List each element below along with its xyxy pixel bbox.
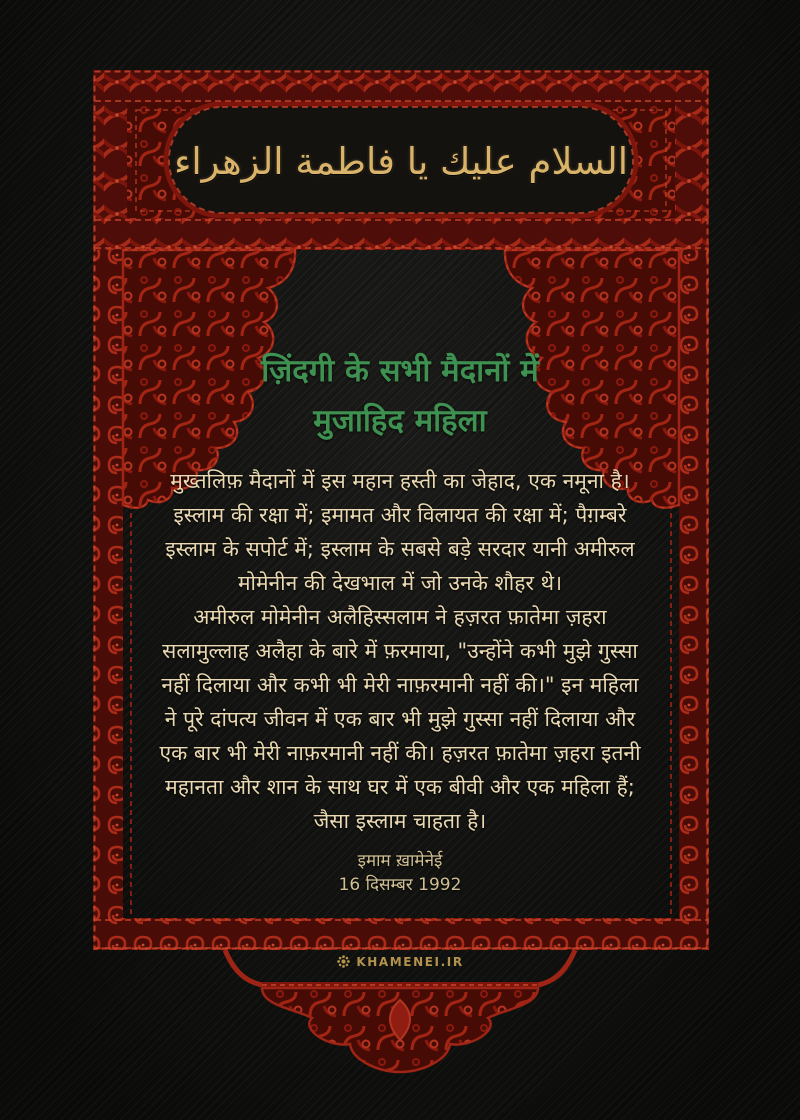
title-line: मुजाहिद महिला (313, 403, 487, 439)
attribution (200, 849, 600, 897)
body-line: महानता और शान के साथ घर में एक बीवी और एक महिला हैं; (165, 775, 635, 799)
body-line: इस्लाम के सपोर्ट में; इस्लाम के सबसे बड़े सरदार यानी अमीरुल (165, 537, 635, 561)
body-line: अमीरुल मोमेनीन अलैहिस्सलाम ने हज़रत फ़ातेमा ज़हरा (193, 605, 607, 629)
body-line: इस्लाम की रक्षा में; इमामत और विलायत की रक्षा में; पैग़म्बरे (173, 503, 627, 527)
brand-text: KHAMENEI.IR (356, 954, 464, 969)
body-line: मोमेनीन की देखभाल में जो उनके शौहर थे। (237, 571, 563, 595)
body-line: मुख्तलिफ़ मैदानों में इस महान हस्ती का जेहाद, एक नमूना है। (170, 469, 630, 493)
poster-title (120, 346, 680, 446)
title-line: ज़िंदगी के सभी मैदानों में (261, 353, 539, 389)
body-line: नहीं दिलाया और कभी भी मेरी नाफ़रमानी नहीं की।" इन महिला (161, 673, 639, 697)
attribution-author: इमाम ख़ामेनेई (357, 851, 443, 871)
attribution-date: 16 दिसम्बर 1992 (338, 875, 462, 895)
quote-body (128, 464, 672, 838)
body-line: सलामुल्लाह अलैहा के बारे में फ़रमाया, "उन्होंने कभी मुझे गुस्सा (162, 639, 638, 663)
body-line: एक बार भी मेरी नाफ़रमानी नहीं की। हज़रत फ़ातेमा ज़हरा इतनी (159, 741, 641, 765)
rosette-icon (336, 954, 351, 969)
brand-logo (0, 954, 800, 969)
arabic-calligraphy: السلام عليك يا فاطمة الزهراء (173, 139, 629, 183)
body-line: जैसा इस्लाम चाहता है। (313, 809, 487, 833)
body-line: ने पूरे दांपत्य जीवन में एक बार भी मुझे गुस्सा नहीं दिलाया और (164, 707, 636, 731)
